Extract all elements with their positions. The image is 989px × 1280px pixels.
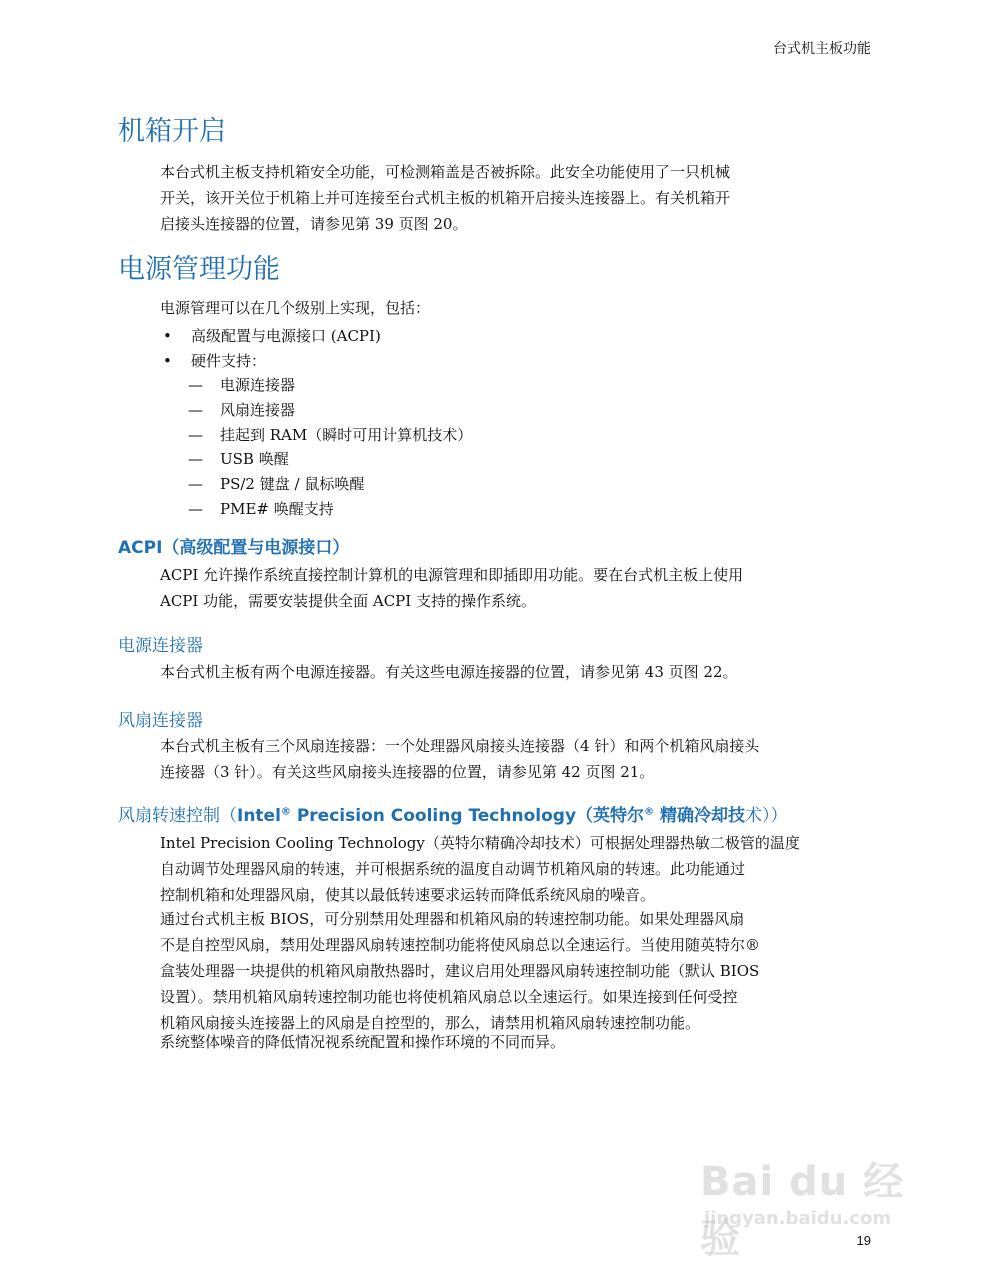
heading-intel: Intel xyxy=(237,806,281,826)
paragraph-fan-speed-1 xyxy=(160,830,870,908)
list-item-text: 高级配置与电源接口 (ACPI) xyxy=(191,327,381,345)
heading-power-connectors: 电源连接器 xyxy=(118,636,203,656)
paragraph-line: 连接器（3 针）。有关这些风扇接头连接器的位置，请参见第 42 页图 21。 xyxy=(160,763,655,781)
paragraph-line: Intel Precision Cooling Technology（英特尔精确冷却技术）可根据处理器热敏二极管的温度 xyxy=(160,834,800,852)
heading-acpi: ACPI（高级配置与电源接口） xyxy=(118,538,350,558)
heading-technology: Precision Cooling Technology xyxy=(290,806,577,826)
paragraph-power-connectors xyxy=(160,659,870,685)
heading-fan-speed-control xyxy=(118,801,787,826)
watermark-url-text: jingyan.baidu.com xyxy=(704,1208,892,1229)
paragraph-line: 设置）。禁用机箱风扇转速控制功能也将使机箱风扇总以全速运行。如果连接到任何受控 xyxy=(160,988,738,1006)
registered-mark: ® xyxy=(644,806,655,818)
dash-mark: — xyxy=(188,426,203,444)
dash-mark: — xyxy=(188,401,203,419)
paragraph-line: 控制机箱和处理器风扇，使其以最低转速要求运转而降低系统风扇的噪音。 xyxy=(160,886,656,904)
paragraph-fan-speed-3 xyxy=(160,1029,870,1055)
page-header: 台式机主板功能 xyxy=(773,41,871,57)
dash-mark: — xyxy=(188,475,203,493)
list-item-text: 硬件支持： xyxy=(191,352,267,370)
sub-list-item xyxy=(188,423,472,447)
paragraph-line: 启接头连接器的位置，请参见第 39 页图 20。 xyxy=(160,215,468,233)
paragraph-line: 自动调节处理器风扇的转速，并可根据系统的温度自动调节机箱风扇的转速。此功能通过 xyxy=(160,860,746,878)
bullet-mark: • xyxy=(163,352,172,370)
paragraph-line: ACPI 功能，需要安装提供全面 ACPI 支持的操作系统。 xyxy=(160,592,536,610)
watermark-logo-text: Bai du 经验 xyxy=(700,1159,905,1262)
paragraph-acpi xyxy=(160,562,870,614)
sub-list-item-text: 挂起到 RAM（瞬时可用计算机技术） xyxy=(220,426,473,444)
paragraph-line: 本台式机主板有两个电源连接器。有关这些电源连接器的位置，请参见第 43 页图 22。 xyxy=(160,663,738,681)
heading-chassis-intrusion: 机箱开启 xyxy=(118,116,226,147)
paragraph-line: 本台式机主板支持机箱安全功能，可检测箱盖是否被拆除。此安全功能使用了一只机械 xyxy=(160,163,731,181)
heading-cn-mid: 精确冷却技 xyxy=(654,806,745,826)
sub-list-item-text: USB 唤醒 xyxy=(220,450,289,468)
page-number: 19 xyxy=(856,1233,871,1248)
paragraph-fan-speed-2 xyxy=(160,906,870,1036)
sub-list-item xyxy=(188,497,334,521)
heading-cn-open: （英特尔 xyxy=(576,806,645,826)
dash-mark: — xyxy=(188,450,203,468)
paragraph-line: 盒装处理器一块提供的机箱风扇散热器时，建议启用处理器风扇转速控制功能（默认 BIOS xyxy=(160,962,760,980)
dash-mark: — xyxy=(188,500,203,518)
paragraph-line: 本台式机主板有三个风扇连接器：一个处理器风扇接头连接器（4 针）和两个机箱风扇接头 xyxy=(160,737,760,755)
sub-list-item xyxy=(188,447,289,471)
heading-power-management: 电源管理功能 xyxy=(118,254,280,285)
paragraph-line: ACPI 允许操作系统直接控制计算机的电源管理和即插即用功能。要在台式机主板上使用 xyxy=(160,566,744,584)
paragraph-line: 通过台式机主板 BIOS，可分别禁用处理器和机箱风扇的转速控制功能。如果处理器风扇 xyxy=(160,910,745,928)
sub-list-item xyxy=(188,398,295,422)
bullet-mark: • xyxy=(163,327,172,345)
sub-list-item-text: PS/2 键盘 / 鼠标唤醒 xyxy=(220,475,365,493)
paragraph-line: 机箱风扇接头连接器上的风扇是自控型的，那么，请禁用机箱风扇转速控制功能。 xyxy=(160,1014,701,1032)
list-item xyxy=(163,324,381,348)
list-item xyxy=(163,349,266,373)
paragraph-chassis xyxy=(160,159,870,237)
registered-mark: ® xyxy=(280,806,291,818)
paragraph-fan-connectors xyxy=(160,733,870,785)
paragraph-line: 不是自控型风扇，禁用处理器风扇转速控制功能将使风扇总以全速运行。当使用随英特尔® xyxy=(160,936,761,954)
dash-mark: — xyxy=(188,376,203,394)
heading-fan-connectors: 风扇连接器 xyxy=(118,711,203,731)
sub-list-item-text: PME# 唤醒支持 xyxy=(220,500,334,518)
sub-list-item-text: 风扇连接器 xyxy=(220,401,296,419)
sub-list-item xyxy=(188,472,364,496)
sub-list-item xyxy=(188,373,295,397)
heading-fan-speed-prefix: 风扇转速控制（ xyxy=(118,806,237,826)
paragraph-line: 开关，该开关位于机箱上并可连接至台式机主板的机箱开启接头连接器上。有关机箱开 xyxy=(160,189,731,207)
paragraph-power-intro: 电源管理可以在几个级别上实现，包括： xyxy=(160,299,431,317)
sub-list-item-text: 电源连接器 xyxy=(220,376,296,394)
heading-fan-speed-suffix: 术）） xyxy=(744,806,788,826)
paragraph-line: 系统整体噪音的降低情况视系统配置和操作环境的不同而异。 xyxy=(160,1033,566,1051)
